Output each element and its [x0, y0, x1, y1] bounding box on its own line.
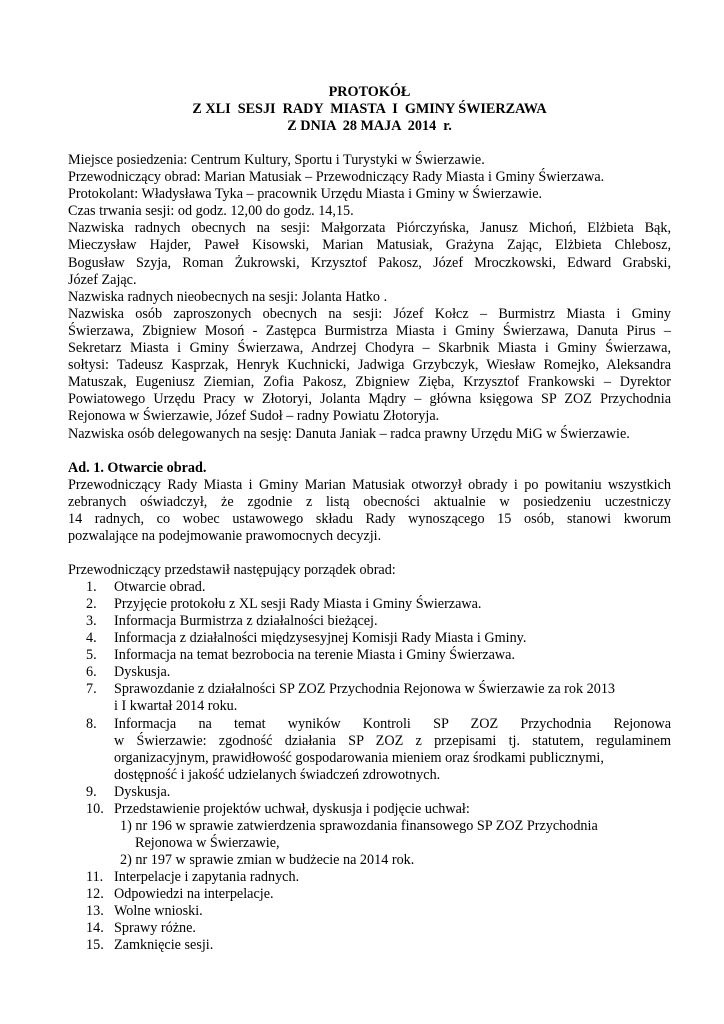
- agenda-item-text: Informacja na temat wyników Kontroli SP ZOZ Przychodnia Rejonowa: [114, 715, 671, 732]
- title-line-2: Z XLI SESJI RADY MIASTA I GMINY ŚWIERZAWA: [192, 101, 547, 117]
- agenda-item-number: 15.: [86, 937, 104, 954]
- present-councillors: [68, 220, 671, 288]
- agenda-item-text: Przedstawienie projektów uchwał, dyskusja i podjęcie uchwał:: [114, 800, 470, 817]
- agenda-item-text: Interpelacje i zapytania radnych.: [114, 868, 300, 885]
- agenda-list: [68, 579, 671, 954]
- agenda-item-number: 1.: [86, 579, 97, 596]
- title-line-3: Z DNIA 28 MAJA 2014 r.: [287, 118, 452, 134]
- agenda-item-number: 11.: [86, 868, 104, 885]
- agenda-item: [68, 716, 671, 784]
- agenda-item-number: 12.: [86, 886, 104, 902]
- agenda-item: [68, 664, 671, 681]
- meeting-chair: Przewodniczący obrad: Marian Matusiak – Przewodniczący Rady Miasta i Gminy Świerzawa.: [68, 169, 605, 186]
- agenda-item-text: Odpowiedzi na interpelacje.: [114, 886, 274, 902]
- text-line: Józef Zając.: [68, 271, 137, 288]
- text-line: Nazwiska radnych obecnych na sesji: Małgorzata Piórczyńska, Janusz Michoń, Elżbieta Bąk,: [68, 220, 671, 237]
- text-line: Świerzawa, Zbigniew Mosoń - Zastępca Burmistrza Miasta i Gminy Świerzawa, Danuta Pirus –: [68, 322, 671, 339]
- agenda-item-number: 7.: [86, 681, 97, 698]
- agenda-item-number: 13.: [86, 903, 104, 920]
- agenda-item-number: 3.: [86, 613, 97, 630]
- session-info: [68, 152, 671, 443]
- agenda-item-number: 10.: [86, 800, 104, 817]
- text-line: sołtysi: Tadeusz Kasprzak, Henryk Kuchnicki, Jadwiga Grzybczyk, Wiesław Romejko, Aleksandra: [68, 357, 671, 374]
- agenda-intro: Przewodniczący przedstawił następujący porządek obrad:: [68, 562, 396, 579]
- agenda-item-number: 9.: [86, 783, 97, 800]
- invited-guests: [68, 306, 671, 426]
- resolution-item-cont: Rejonowa w Świerzawie,: [135, 834, 280, 851]
- agenda-item-number: 4.: [86, 630, 97, 647]
- agenda-item-text: Sprawy różne.: [114, 920, 196, 937]
- agenda-item-text-cont: w Świerzawie: zgodność działania SP ZOZ z przepisami tj. statutem, regulaminem: [114, 732, 671, 749]
- meeting-duration: Czas trwania sesji: od godz. 12,00 do godz. 14,15.: [68, 203, 354, 220]
- agenda-item-text: Wolne wnioski.: [114, 903, 203, 920]
- agenda-item: [68, 596, 671, 613]
- meeting-place: Miejsce posiedzenia: Centrum Kultury, Sportu i Turystyki w Świerzawie.: [68, 152, 485, 168]
- resolution-item: 2) nr 197 w sprawie zmian w budżecie na 2014 rok.: [120, 851, 415, 868]
- agenda-item: [68, 613, 671, 630]
- text-line: Sekretarz Miasta i Gminy Świerzawa, Andrzej Chodyra – Skarbnik Miasta i Gminy Świerzawa,: [68, 340, 671, 357]
- text-line: Przewodniczący Rady Miasta i Gminy Marian Matusiak otworzył obrady i po powitaniu wszystkich: [68, 476, 671, 493]
- agenda-item-text: Otwarcie obrad.: [114, 579, 206, 596]
- text-line: 14 radnych, co wobec ustawowego składu Rady wynoszącego 15 osób, stanowi kworum: [68, 510, 671, 527]
- agenda-item-text-cont: dostępność i jakość udzielanych świadczeń zdrowotnych.: [114, 766, 441, 783]
- absent-councillors: Nazwiska radnych nieobecnych na sesji: Jolanta Hatko .: [68, 288, 388, 305]
- agenda-item-text: Przyjęcie protokołu z XL sesji Rady Miasta i Gminy Świerzawa.: [114, 596, 482, 613]
- agenda-item: [68, 903, 671, 920]
- text-line: zebranych oświadczył, że zgodnie z listą obecności aktualnie w posiedzeniu uczestniczy: [68, 493, 671, 510]
- agenda-item-text: Sprawozdanie z działalności SP ZOZ Przychodnia Rejonowa w Świerzawie za rok 2013: [114, 681, 616, 698]
- resolution-item: 1) nr 196 w sprawie zatwierdzenia sprawozdania finansowego SP ZOZ Przychodnia: [120, 817, 598, 834]
- agenda-item-text-cont: i I kwartał 2014 roku.: [114, 698, 238, 715]
- agenda-item: [68, 784, 671, 801]
- agenda-item-text: Dyskusja.: [114, 783, 171, 800]
- text-line: Mieczysław Hajder, Paweł Kisowski, Marian Matusiak, Grażyna Zając, Elżbieta Chlebosz,: [68, 237, 671, 254]
- agenda-item-number: 14.: [86, 920, 104, 937]
- text-line: Nazwiska osób zaproszonych obecnych na sesji: Józef Kołcz – Burmistrz Miasta i Gminy: [68, 305, 671, 322]
- text-line: Bogusław Szyja, Roman Żukrowski, Krzysztof Pakosz, Józef Mroczkowski, Edward Grabski,: [68, 254, 671, 271]
- agenda-item: [68, 630, 671, 647]
- agenda-item: [68, 681, 671, 715]
- agenda-item-number: 8.: [86, 715, 97, 732]
- agenda-item-number: 5.: [86, 647, 97, 664]
- agenda: [68, 562, 671, 954]
- section-heading: Ad. 1. Otwarcie obrad.: [68, 459, 207, 476]
- agenda-item-text: Informacja na temat bezrobocia na terenie Miasta i Gminy Świerzawa.: [114, 647, 516, 664]
- agenda-item-number: 2.: [86, 596, 97, 613]
- document-title: [68, 84, 671, 135]
- agenda-item: [68, 801, 671, 869]
- agenda-item-number: 6.: [86, 664, 97, 681]
- text-line: Rejonowa w Świerzawie, Józef Sudoł – radny Powiatu Złotoryja.: [68, 408, 440, 425]
- meeting-recorder: Protokolant: Władysława Tyka – pracownik Urzędu Miasta i Gminy w Świerzawie.: [68, 186, 543, 203]
- agenda-item: [68, 579, 671, 596]
- agenda-item-text: Dyskusja.: [114, 664, 171, 681]
- agenda-item: [68, 647, 671, 664]
- section-opening: [68, 460, 671, 545]
- agenda-item-text: Zamknięcie sesji.: [114, 937, 214, 954]
- agenda-item: [68, 886, 671, 903]
- agenda-item: [68, 920, 671, 937]
- delegated-persons: Nazwiska osób delegowanych na sesję: Danuta Janiak – radca prawny Urzędu MiG w Świerzawie.: [68, 425, 630, 442]
- agenda-item-text-cont: organizacyjnym, prawidłowość gospodarowania mieniem oraz środkami publicznymi,: [114, 749, 604, 766]
- text-line: Matuszak, Eugeniusz Ziemian, Zofia Pakosz, Zbigniew Zięba, Krzysztof Frankowski – Dyrektor: [68, 374, 671, 391]
- agenda-item: [68, 869, 671, 886]
- title-line-1: PROTOKÓŁ: [328, 84, 411, 100]
- agenda-item-text: Informacja z działalności międzysesyjnej Komisji Rady Miasta i Gminy.: [114, 630, 527, 647]
- text-line: pozwalające na podejmowanie prawomocnych decyzji.: [68, 527, 382, 544]
- agenda-item: [68, 937, 671, 954]
- text-line: Powiatowego Urzędu Pracy w Złotoryi, Jolanta Mądry – główna księgowa SP ZOZ Przychodnia: [68, 391, 671, 408]
- agenda-item-text: Informacja Burmistrza z działalności bieżącej.: [114, 613, 378, 630]
